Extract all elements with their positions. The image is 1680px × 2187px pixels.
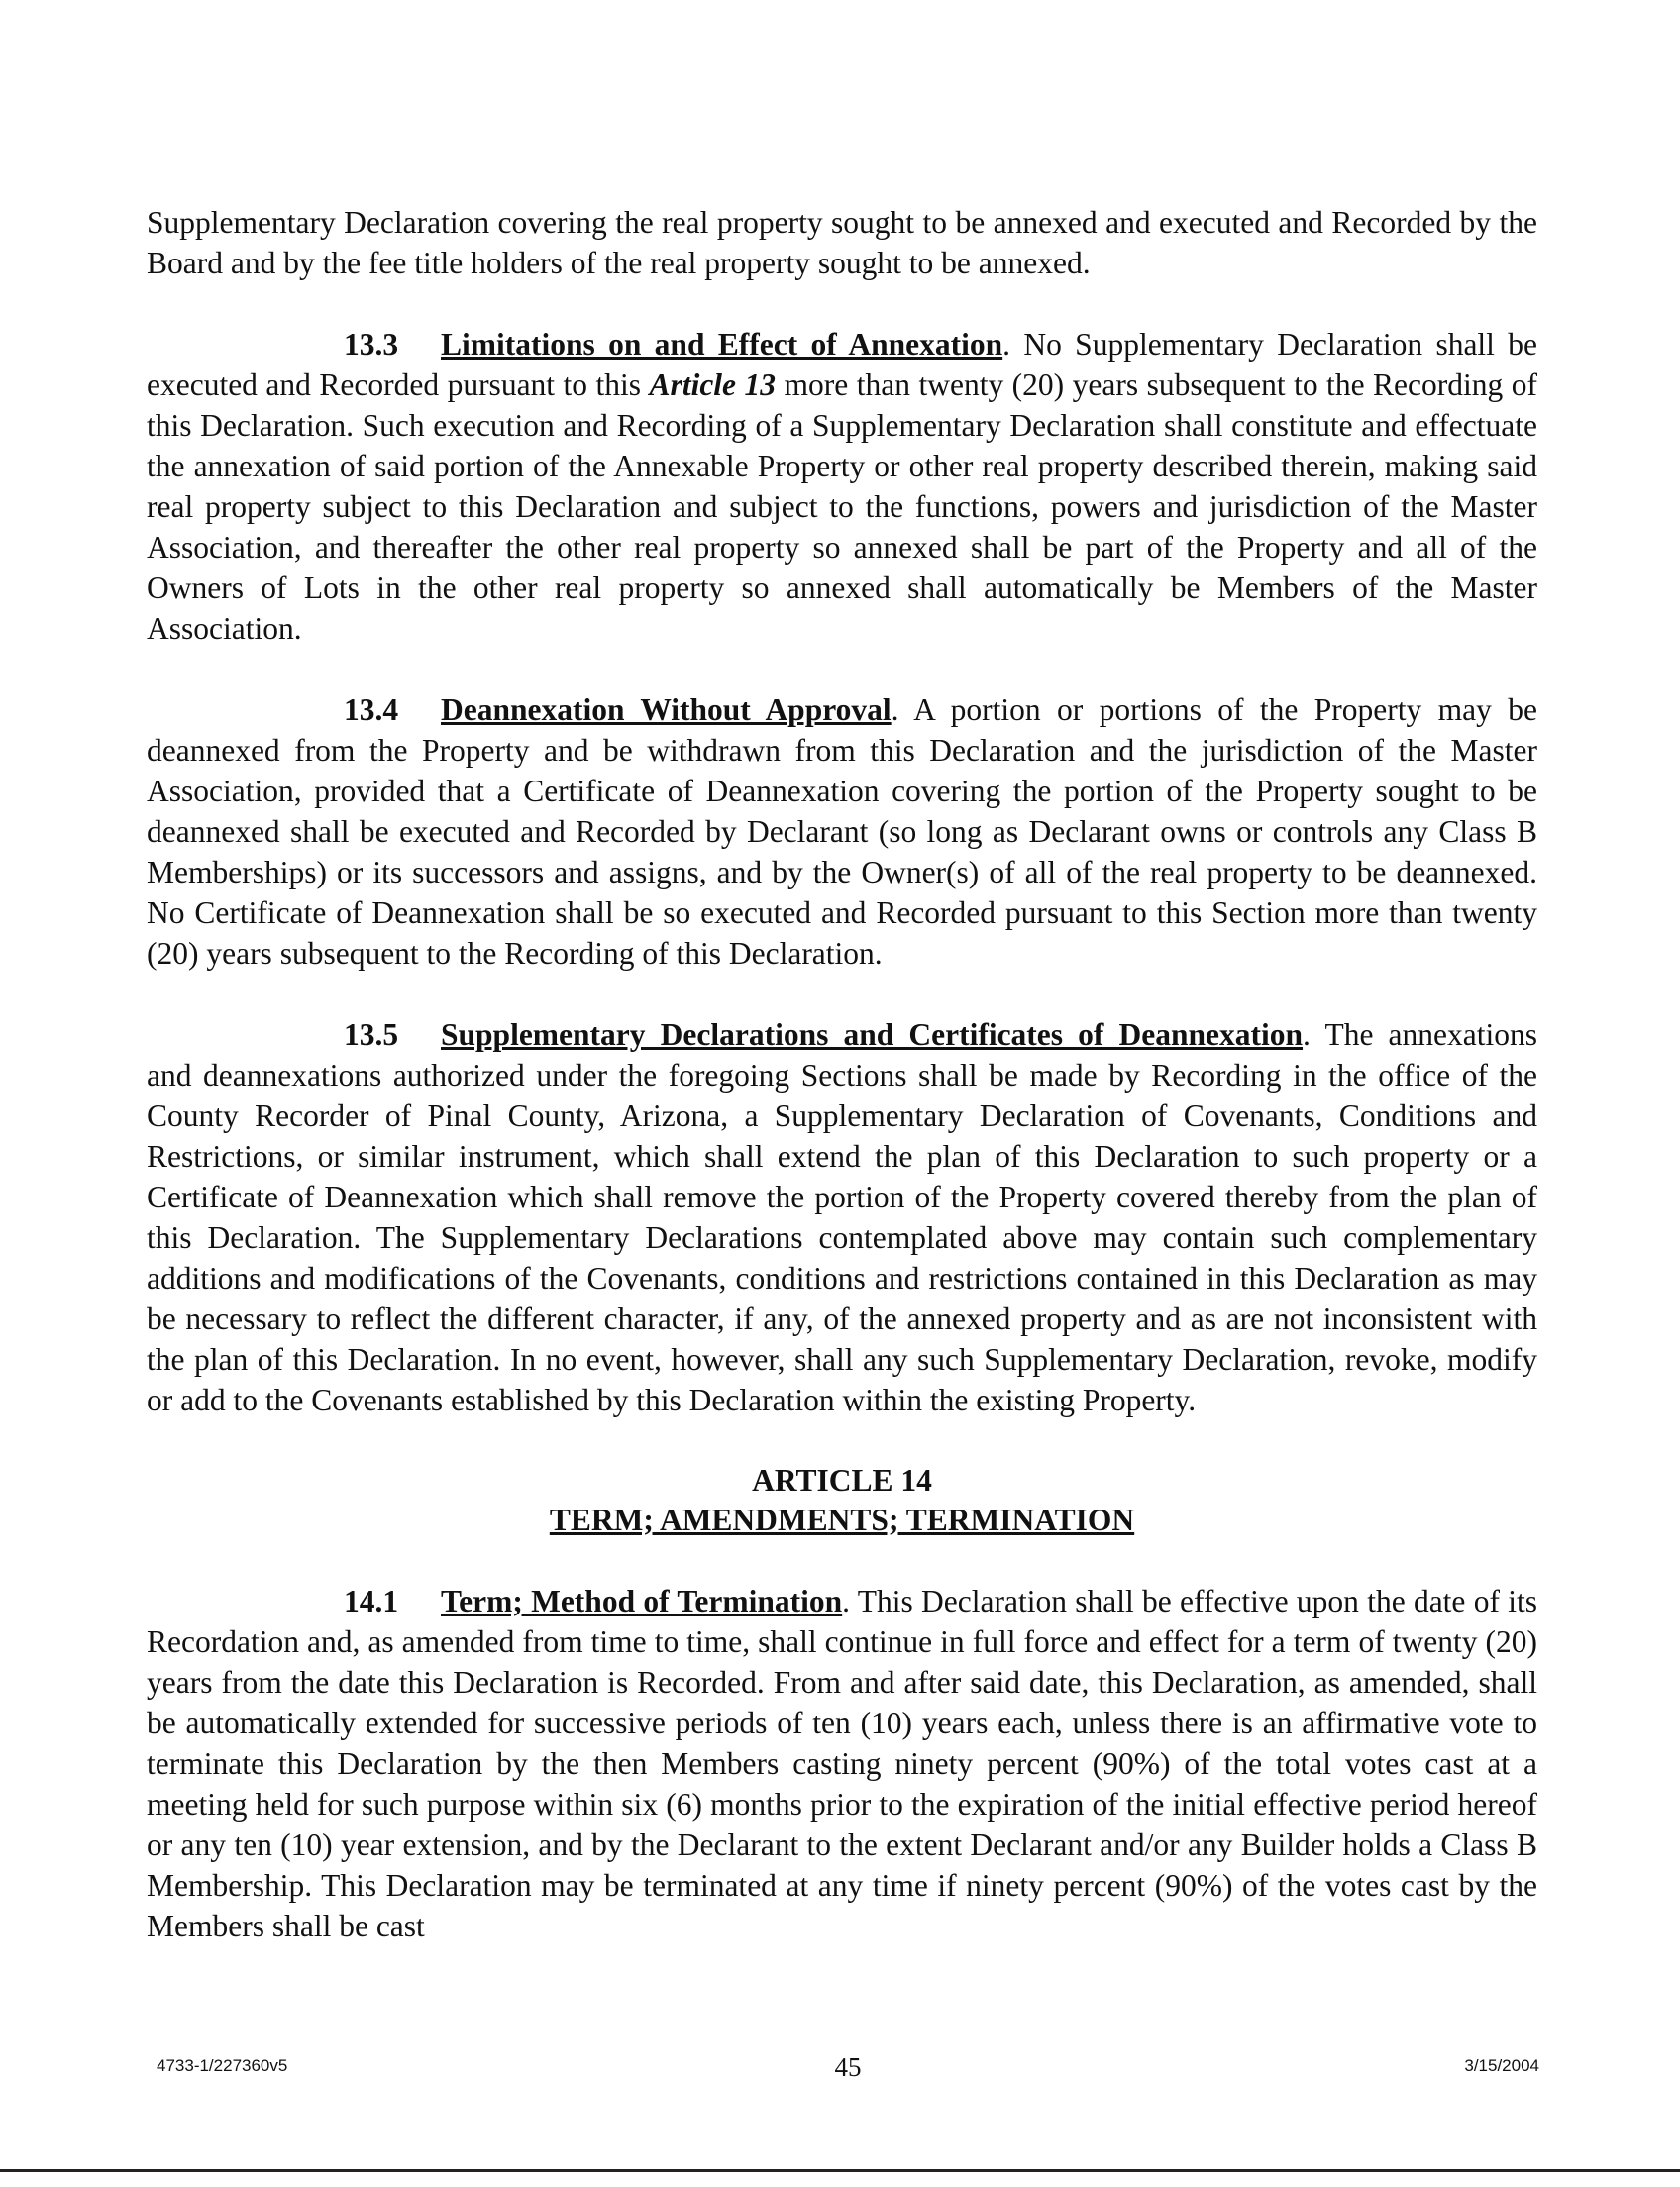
scan-bottom-edge xyxy=(0,2169,1680,2172)
footer-page-number: 45 xyxy=(834,2052,862,2082)
section-13-5 xyxy=(147,1014,1537,1420)
paragraph-gap xyxy=(147,1420,1537,1461)
paragraph-gap xyxy=(147,283,1537,324)
paragraph-gap xyxy=(147,974,1537,1014)
section-number: 13.5 xyxy=(344,1017,399,1052)
section-body-continued: more than twenty (20) years subsequent to the Recording of this Declaration. Such execution and Recording of a Supplementary Declaration shall constitute and effectuate the annexation of said portion of the Annexable Property or other real property described therein, making said real property subject to this Declaration and subject to the functions, powers and jurisdiction of the Master Association, and thereafter the other real property so annexed shall be part of the Property and all of the Owners of Lots in the other real property so annexed shall automatically be Members of the Master Association. xyxy=(147,367,1537,646)
intro-paragraph: Supplementary Declaration covering the real property sought to be annexed and executed and Recorded by the Board and by the fee title holders of the real property sought to be annexed. xyxy=(147,205,1537,280)
article-title-text: TERM; AMENDMENTS; TERMINATION xyxy=(549,1503,1135,1537)
section-13-4 xyxy=(147,689,1537,974)
section-body: . A portion or portions of the Property may be deannexed from the Property and be withdrawn from this Declaration and the jurisdiction of the Master Association, provided that a Certificate of Deannexation covering the portion of the Property sought to be deannexed shall be executed and Recorded by Declarant (so long as Declarant owns or controls any Class B Memberships) or its successors and assigns, and by the Owner(s) of all of the real property to be deannexed. No Certificate of Deannexation shall be so executed and Recorded pursuant to this Section more than twenty (20) years subsequent to the Recording of this Declaration. xyxy=(147,692,1537,971)
section-heading: Supplementary Declarations and Certificates of Deannexation xyxy=(441,1017,1304,1052)
article-label: ARTICLE 14 xyxy=(752,1463,932,1498)
section-body: . No Supplementary Declaration shall be executed and Recorded pursuant to this xyxy=(147,327,1537,402)
section-number: 14.1 xyxy=(344,1584,399,1618)
section-body: . The annexations and deannexations authorized under the foregoing Sections shall be made by Recording in the office of the County Recorder of Pinal County, Arizona, a Supplementary Declaration of Covenants, Conditions and Restrictions, or similar instrument, which shall extend the plan of this Declaration to such property or a Certificate of Deannexation which shall remove the portion of the Property covered thereby from the plan of this Declaration. The Supplementary Declarations contemplated above may contain such complementary additions and modifications of the Covenants, conditions and restrictions contained in this Declaration as may be necessary to reflect the different character, if any, of the annexed property and as are not inconsistent with the plan of this Declaration. In no event, however, shall any such Supplementary Declaration, revoke, modify or add to the Covenants established by this Declaration within the existing Property. xyxy=(147,1017,1538,1417)
article-reference: Article 13 xyxy=(649,367,777,402)
article-title xyxy=(147,1501,1537,1540)
paragraph-gap xyxy=(147,1540,1537,1581)
section-body: . This Declaration shall be effective upon the date of its Recordation and, as amended from time to time, shall continue in full force and effect for a term of twenty (20) years from the date this Declaration is Recorded. From and after said date, this Declaration, as amended, shall be automatically extended for successive periods of ten (10) years each, unless there is an affirmative vote to terminate this Declaration by the then Members casting ninety percent (90%) of the total votes cast at a meeting held for such purpose within six (6) months prior to the expiration of the initial effective period hereof or any ten (10) year extension, and by the Declarant to the extent Declarant and/or any Builder holds a Class B Membership. This Declaration may be terminated at any time if ninety percent (90%) of the votes cast by the Members shall be cast xyxy=(147,1584,1537,1943)
page-footer xyxy=(157,2052,1539,2086)
section-heading: Term; Method of Termination xyxy=(441,1584,843,1618)
section-13-3 xyxy=(147,324,1537,649)
document-page xyxy=(147,202,1537,1946)
section-14-1 xyxy=(147,1581,1537,1946)
section-number: 13.3 xyxy=(344,327,399,362)
section-heading: Deannexation Without Approval xyxy=(441,692,892,727)
paragraph-gap xyxy=(147,649,1537,689)
footer-date: 3/15/2004 xyxy=(1464,2056,1539,2075)
section-heading: Limitations on and Effect of Annexation xyxy=(441,327,1003,362)
section-number: 13.4 xyxy=(344,692,399,727)
footer-doc-id: 4733-1/227360v5 xyxy=(157,2056,288,2075)
